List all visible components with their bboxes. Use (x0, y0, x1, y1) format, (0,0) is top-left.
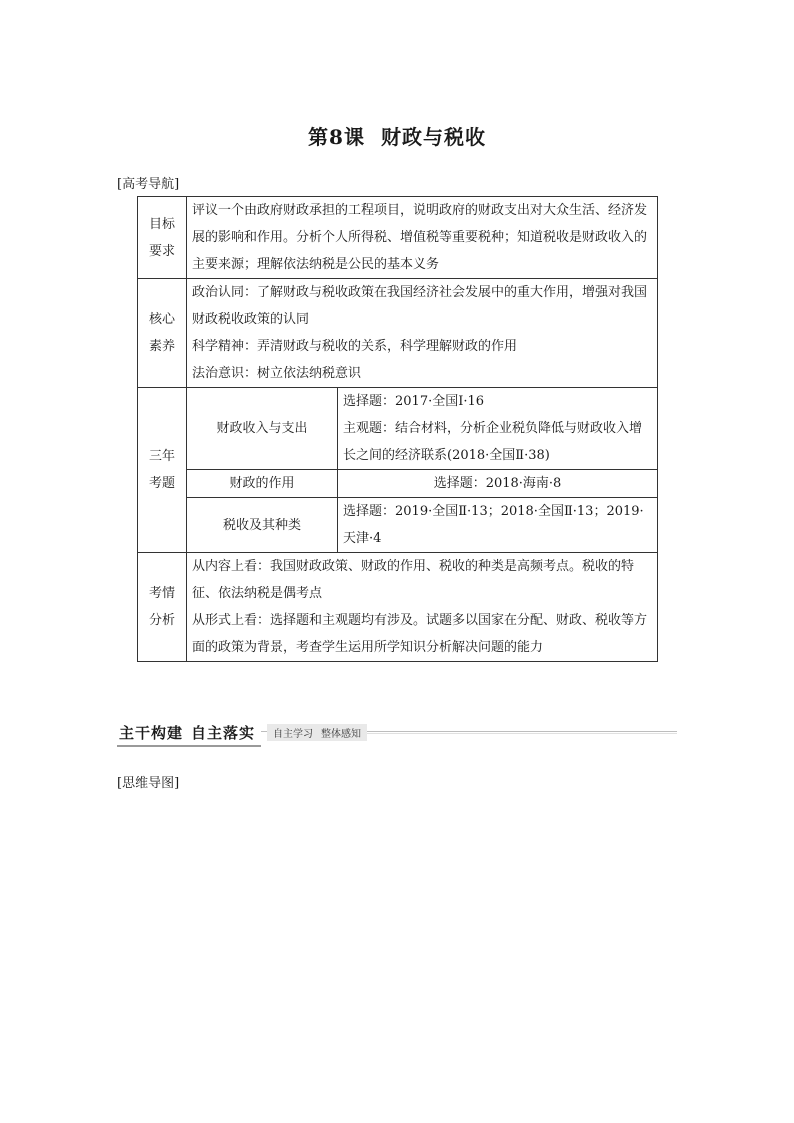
exam-topic: 财政收入与支出 (187, 388, 338, 470)
exam-row (138, 470, 658, 498)
lesson-name: 财政与税收 (380, 125, 486, 149)
core-line: 政治认同：了解财政与税收政策在我国经济社会发展中的重大作用，增强对我国财政税收政策的认同 (192, 285, 648, 327)
banner-heading (117, 720, 261, 747)
analysis-head: 考情分析 (138, 553, 187, 662)
goal-text: 评议一个由政府财政承担的工程项目，说明政府的财政支出对大众生活、经济发展的影响和作用。分析个人所得税、增值税等重要税种；知道税收是财政收入的主要来源；理解依法纳税是公民的基本义务 (187, 197, 658, 279)
goal-row (138, 197, 658, 279)
exam-row (138, 498, 658, 553)
banner-heading-part2: 自主落实 (191, 724, 256, 742)
exam-topic: 财政的作用 (187, 470, 338, 498)
exam-line: 主观题：结合材料，分析企业税负降低与财政收入增长之间的经济联系(2018·全国Ⅱ·38) (343, 421, 643, 463)
analysis-line: 从形式上看：选择题和主观题均有涉及。试题多以国家在分配、财政、税收等方面的政策为背景，考查学生运用所学知识分析解决问题的能力 (192, 613, 648, 655)
exam-detail: 选择题：2018·海南·8 (338, 470, 658, 498)
mindmap-label: [思维导图] (117, 776, 180, 791)
core-head: 核心素养 (138, 279, 187, 388)
exam-topic: 税收及其种类 (187, 498, 338, 553)
exam-line: 选择题：2017·全国Ⅰ·16 (343, 394, 485, 409)
banner-tag (267, 724, 367, 741)
banner-heading-part1: 主干构建 (119, 724, 184, 742)
banner-tag-part1: 自主学习 (273, 729, 313, 740)
analysis-line: 从内容上看：我国财政政策、财政的作用、税收的种类是高频考点。税收的特征、依法纳税是偶考点 (192, 559, 635, 601)
nav-label: [高考导航] (117, 177, 180, 192)
exam-head: 三年考题 (138, 388, 187, 553)
exam-detail: 选择题：2019·全国Ⅱ·13；2018·全国Ⅱ·13；2019·天津·4 (338, 498, 658, 553)
core-line: 科学精神：弄清财政与税收的关系，科学理解财政的作用 (192, 339, 518, 354)
goal-head: 目标要求 (138, 197, 187, 279)
core-line: 法治意识：树立依法纳税意识 (192, 366, 362, 381)
exam-row (138, 388, 658, 470)
analysis-text (187, 553, 658, 662)
lesson-number: 第8课 (308, 125, 365, 149)
page-title (0, 121, 794, 150)
core-row (138, 279, 658, 388)
exam-navigation-table (137, 196, 658, 662)
core-text (187, 279, 658, 388)
analysis-row (138, 553, 658, 662)
section-banner (117, 720, 677, 750)
banner-tag-part2: 整体感知 (321, 729, 361, 740)
exam-detail (338, 388, 658, 470)
